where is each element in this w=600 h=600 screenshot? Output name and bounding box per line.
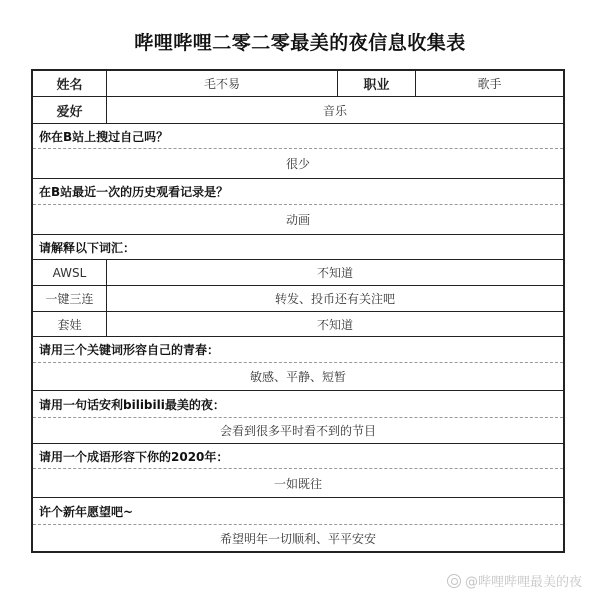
term-1: AWSL (33, 260, 107, 285)
question-4: 请用三个关键词形容自己的青春： (39, 343, 220, 357)
answer-2: 动画 (285, 213, 310, 227)
term-row-taowa (33, 312, 563, 337)
weibo-icon (447, 574, 461, 588)
answer-1: 很少 (285, 157, 310, 171)
term-2: 一键三连 (33, 286, 107, 311)
meaning-2: 转发、投币还有关注吧 (274, 292, 395, 306)
question-6: 请用一个成语形容下你的2020年： (39, 449, 229, 464)
answer-row-6 (33, 469, 563, 498)
answer-row-2 (33, 205, 563, 235)
meaning-3: 不知道 (316, 317, 353, 332)
question-row-3 (33, 235, 563, 260)
question-row-5 (33, 391, 563, 418)
answer-row-1 (33, 149, 563, 179)
job-value: 歌手 (477, 77, 502, 91)
name-label: 姓名 (33, 71, 107, 96)
question-row-6 (33, 444, 563, 469)
question-1: 你在B站上搜过自己吗？ (39, 129, 169, 144)
hobby-label: 爱好 (33, 97, 107, 123)
answer-5: 会看到很多平时看不到的节目 (219, 424, 376, 438)
answer-4: 敏感、平静、短暂 (249, 370, 346, 384)
term-row-awsl (33, 260, 563, 286)
watermark (447, 571, 582, 590)
question-row-2 (33, 179, 563, 205)
question-row-1 (33, 124, 563, 149)
question-3: 请解释以下词汇： (39, 240, 136, 255)
watermark-text: @哔哩哔哩最美的夜 (464, 575, 582, 590)
term-3: 套娃 (33, 312, 107, 336)
form-title: 哔哩哔哩二零二零最美的夜信息收集表 (134, 32, 466, 54)
hobby-row (33, 97, 563, 124)
meaning-1: 不知道 (316, 266, 353, 280)
answer-row-5 (33, 418, 563, 444)
job-label: 职业 (338, 71, 416, 96)
answer-row-7 (33, 525, 563, 551)
answer-7: 希望明年一切顺利、平平安安 (219, 531, 376, 546)
name-value: 毛不易 (107, 71, 338, 96)
question-row-7 (33, 498, 563, 525)
name-job-row (33, 71, 563, 97)
question-7: 许个新年愿望吧~ (39, 504, 134, 519)
answer-6: 一如既往 (273, 476, 322, 491)
hobby-value: 音乐 (322, 103, 347, 118)
question-2: 在B站最近一次的历史观看记录是？ (39, 185, 229, 199)
answer-row-4 (33, 363, 563, 391)
question-5: 请用一句话安利bilibili最美的夜： (39, 397, 225, 412)
info-form (31, 69, 565, 553)
question-row-4 (33, 337, 563, 363)
term-row-yijiansanlian (33, 286, 563, 312)
